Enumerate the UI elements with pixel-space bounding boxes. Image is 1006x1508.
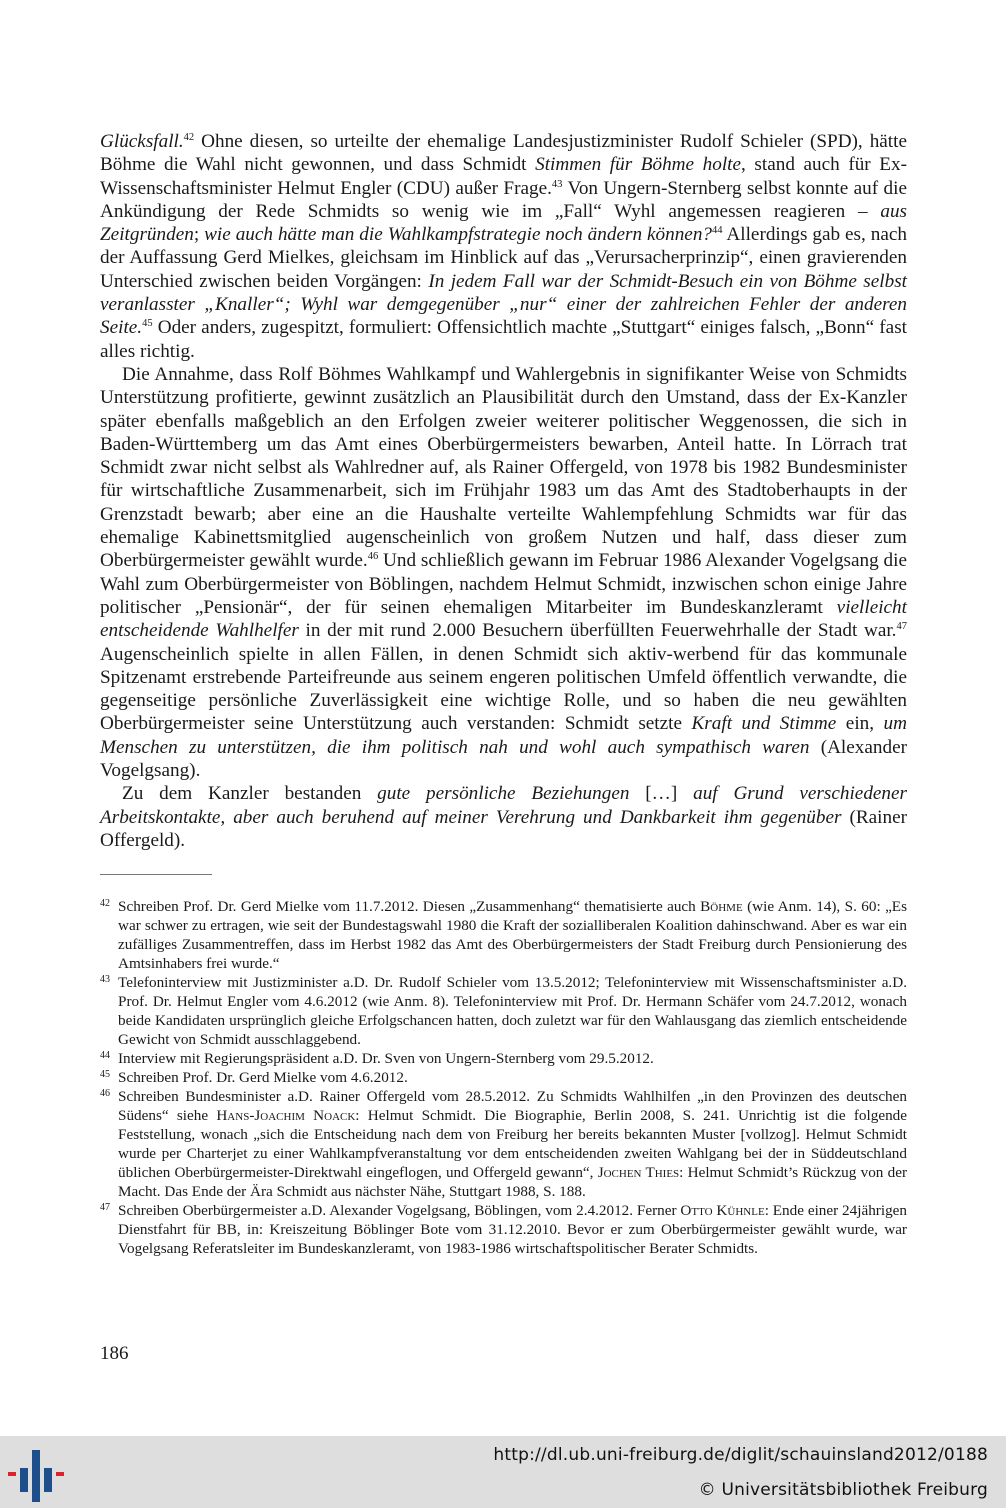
footnote-43: 43 Telefoninterview mit Justizminister a.D. Dr. Rudolf Schieler vom 13.5.2012; Telefoninterview mit Wissenschaftsminister a.D. Prof. Dr. Helmut Engler vom 4.6.2012 (wie Anm. 8). Telefoninterview mit Prof. Dr. Hermann Schäfer vom 24.7.2012, wonach beide Kandidaten ursprünglich gleiche Erfolgschancen hatten, doch zuletzt war für den Wahlausgang das ziemlich entscheidende Gewicht von Schmidt ausschlaggebend. <box>100 974 907 1049</box>
footnote-44: 44 Interview mit Regierungspräsident a.D. Dr. Sven von Ungern-Sternberg vom 29.5.2012. <box>100 1050 654 1068</box>
document-url-link[interactable]: http://dl.ub.uni-freiburg.de/diglit/schauinsland2012/0188 <box>493 1445 988 1465</box>
footnote-ref-44[interactable]: 44 <box>712 225 723 237</box>
footnote-46: 46 Schreiben Bundesminister a.D. Rainer Offergeld vom 28.5.2012. Zu Schmidts Wahlhilfen „in den Provinzen des deutschen Südens“ siehe Hans-Joachim Noack: Helmut Schmidt. Die Biographie, Berlin 2008, S. 241. Unrichtig ist die folgende Feststellung, wonach „sich die Entscheidung nach dem von Freiburg her bereits bekannten Muster [vollzog]. Helmut Schmidt wurde per Charterjet zu einer Wahlkampfveranstaltung vor dem entscheidenden zweiten Wahlgang bei der in Süddeutschland üblichen Oberbürgermeister-Direktwahl eingeflogen, und Offergeld gewann“, Jochen Thies: Helmut Schmidt’s Rückzug von der Macht. Das Ende der Ära Schmidt aus nächster Nähe, Stuttgart 1988, S. 188. <box>100 1088 908 1201</box>
footnote-45: 45 Schreiben Prof. Dr. Gerd Mielke vom 4.6.2012. <box>100 1069 408 1087</box>
footnote-ref-42[interactable]: 42 <box>183 132 195 143</box>
page-content <box>100 130 907 1258</box>
footnote-ref-43[interactable]: 43 <box>551 178 563 190</box>
body-paragraph-1: Glücksfall.$^{42}$ Ohne diesen, so urteilte der ehemalige Landesjustizminister Rudolf Schieler (SPD), hätte Böhme die Wahl nicht gewonnen, und dass Schmidt Stimmen für Böhme holte, stand auch für Ex-Wissenschaftsminister Helmut Engler (CDU) außer Frage.$^{43}$ Von Ungern-Sternberg selbst konnte auf die Ankündigung der Rede Schmidts so wenig wie im „Fall“ Wyhl angemessen reagieren – aus Zeitgründen; wie auch hätte man die Wahlkampfstrategie noch ändern können?$^{44}$ Allerdings gab es, nach der Auffassung Gerd Mielkes, gleichsam im Hinblick auf das „Verursacherprinzip“, einen gravierenden Unterschied zwischen beiden Vorgängen: In jedem Fall war der Schmidt-Besuch ein von Böhme selbst veranlasster „Knaller“; Wyhl war demgegenüber „nur“ einer der zahlreichen Fehler der anderen Seite.$^{45}$ Oder anders, zugespitzt, formuliert: Offensichtlich machte „Stuttgart“ einiges falsch, „Bonn“ fast alles richtig. <box>100 131 907 362</box>
body-paragraph-3: Zu dem Kanzler bestanden gute persönliche Beziehungen […] auf Grund verschiedener Arbeitskontakte, aber auch beruhend auf meiner Verehrung und Dankbarkeit ihm gegenüber (Rainer Offergeld). <box>100 783 908 851</box>
footnote-47: 47 Schreiben Oberbürgermeister a.D. Alexander Vogelgsang, Böblingen, vom 2.4.2012. Ferner Otto Kühnle: Ende einer 24jährigen Dienstfahrt für BB, in: Kreiszeitung Böblinger Bote vom 31.12.2010. Bevor er zum Oberbürgermeister gewählt wurde, war Vogelgsang Referatsleiter im Bundeskanzleramt, von 1983-1986 wirtschaftspolitischer Berater Schmidts. <box>100 1202 908 1258</box>
footnote-42: 42 Schreiben Prof. Dr. Gerd Mielke vom 11.7.2012. Diesen „Zusammenhang“ thematisierte auch Böhme (wie Anm. 14), S. 60: „Es war schwer zu ertragen, wie seit der Bundestagswahl 1980 die Kraft der sozialliberalen Koalition dahinschwand. Aber es war ein zufälliges Zusammentreffen, dass im Herbst 1982 das Amt des Oberbürgermeisters der Stadt Freiburg durch Pensionierung des Amtsinhabers frei wurde.“ <box>100 898 907 973</box>
footnote-ref-46[interactable]: 46 <box>367 551 379 563</box>
footnote-divider <box>100 874 212 875</box>
page-number: 186 <box>100 1343 129 1364</box>
footnote-ref-47[interactable]: 47 <box>896 621 907 633</box>
ub-freiburg-logo-icon[interactable] <box>6 1442 66 1502</box>
footer-bar <box>0 1436 1006 1508</box>
footnote-ref-45[interactable]: 45 <box>142 318 153 330</box>
copyright-notice: © Universitätsbibliothek Freiburg <box>698 1480 988 1500</box>
body-paragraph-2: Die Annahme, dass Rolf Böhmes Wahlkampf und Wahlergebnis in signifikanter Weise von Schmidts Unterstützung profitierte, gewinnt zusätzlich an Plausibilität durch den Umstand, dass der Ex-Kanzler später ebenfalls maßgeblich an den Erfolgen zweier weiterer politischer Weggenossen, die sich in Baden-Württemberg um das Amt eines Oberbürgermeisters bewarben, Anteil hatte. In Lörrach trat Schmidt zwar nicht selbst als Wahlredner auf, als Rainer Offergeld, von 1978 bis 1982 Bundesminister für wirtschaftliche Zusammenarbeit, sich im Frühjahr 1983 um das Amt des Stadtoberhaupts in der Grenzstadt bewarb; aber eine an die Haushalte verteilte Wahlempfehlung Schmidts war für das ehemalige Kabinettsmitglied augenscheinlich von großem Nutzen und half, dass dieser zum Oberbürgermeister gewählt wurde.$^{46}$ Und schließlich gewann im Februar 1986 Alexander Vogelgsang die Wahl zum Oberbürgermeister von Böblingen, nachdem Helmut Schmidt, inzwischen schon einige Jahre politischer „Pensionär“, der für seinen ehemaligen Mitarbeiter im Bundeskanzleramt vielleicht entscheidende Wahlhelfer in der mit rund 2.000 Besuchern überfüllten Feuerwehrhalle der Stadt war.$^{47}$ Augenscheinlich spielte in allen Fällen, in denen Schmidt sich aktiv-werbend für das kommunale Spitzenamt erstrebende Parteifreunde aus seinem engeren politischen Umfeld öffentlich verwandte, die gegenseitige persönliche Zuverlässigkeit eine wichtige Rolle, und so haben die neu gewählten Oberbürgermeister seine Unterstützung auch verstanden: Schmidt setzte Kraft und Stimme ein, um Menschen zu unterstützen, die ihm politisch nah und wohl auch sympathisch waren (Alexander Vogelgsang). <box>100 363 907 782</box>
